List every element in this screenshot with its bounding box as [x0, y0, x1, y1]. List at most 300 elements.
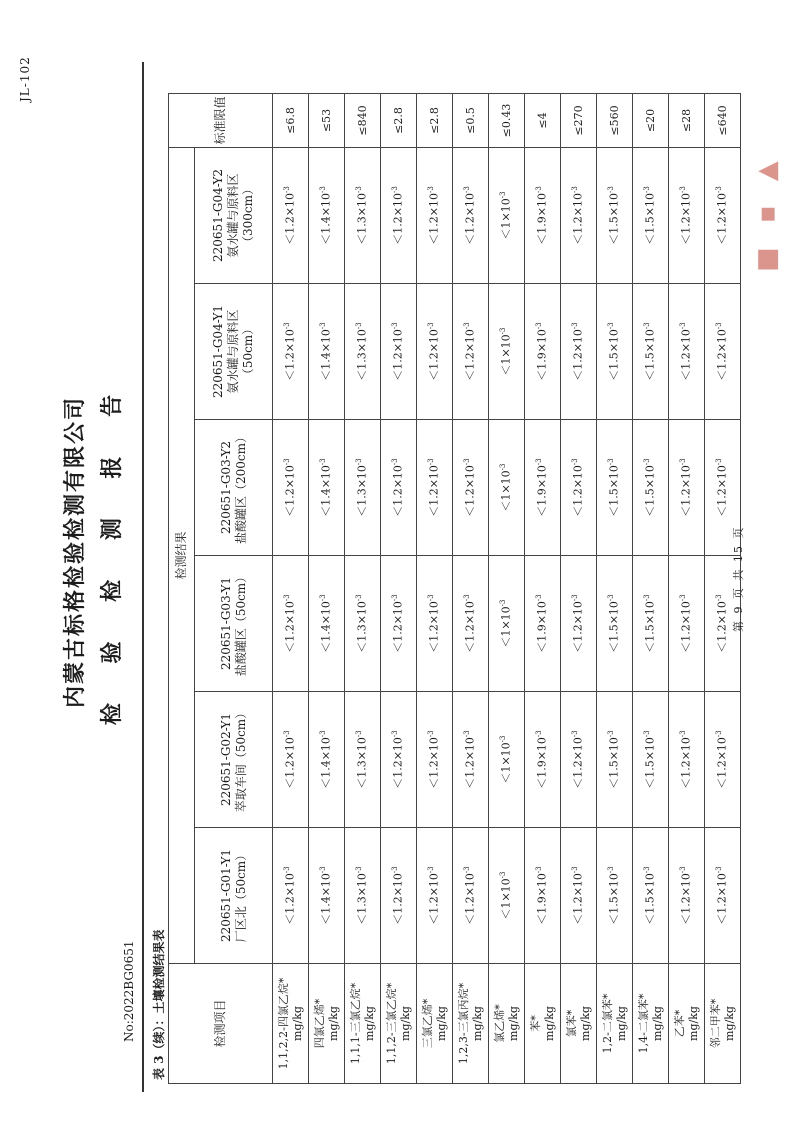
- result-cell: [633, 828, 669, 964]
- result-cell: [633, 692, 669, 828]
- result-cell: [525, 147, 561, 283]
- result-cell: [273, 556, 309, 692]
- result-value: ＜1.2×10: [283, 873, 297, 925]
- test-item-name: 氯乙烯*: [492, 1004, 506, 1043]
- result-exponent: -3: [535, 322, 544, 330]
- result-exponent: -3: [319, 866, 328, 874]
- result-exponent: -3: [499, 191, 508, 199]
- table-row: [597, 93, 633, 1083]
- result-exponent: -3: [355, 458, 364, 466]
- test-item-unit: mg/kg: [578, 1006, 592, 1041]
- result-exponent: -3: [715, 594, 724, 602]
- test-item-cell: [705, 964, 741, 1084]
- test-item-name: 1,1,1-三氯乙烷*: [348, 982, 362, 1065]
- sample-header: [195, 556, 273, 692]
- result-value: ＜1.2×10: [391, 601, 405, 653]
- result-value: ＜1.5×10: [643, 873, 657, 925]
- result-exponent: -3: [643, 322, 652, 330]
- result-exponent: -3: [571, 322, 580, 330]
- result-value: ＜1.2×10: [463, 329, 477, 381]
- result-exponent: -3: [427, 322, 436, 330]
- table-row: [489, 93, 525, 1083]
- result-exponent: -3: [643, 866, 652, 874]
- page-number: 第 9 页 共 15 页: [732, 525, 745, 632]
- table-body: [273, 93, 741, 1083]
- result-cell: [381, 284, 417, 420]
- result-exponent: -3: [283, 186, 292, 194]
- test-item-cell: [273, 964, 309, 1084]
- result-exponent: -3: [535, 594, 544, 602]
- result-cell: [669, 692, 705, 828]
- result-cell: [453, 828, 489, 964]
- limit-cell: ≤0.43: [489, 93, 525, 147]
- result-exponent: -3: [571, 730, 580, 738]
- result-value: ＜1.2×10: [679, 737, 693, 789]
- result-cell: [309, 284, 345, 420]
- result-cell: [381, 147, 417, 283]
- result-cell: [273, 147, 309, 283]
- result-cell: [273, 828, 309, 964]
- result-exponent: -3: [319, 730, 328, 738]
- result-exponent: -3: [391, 458, 400, 466]
- result-value: ＜1.2×10: [571, 601, 585, 653]
- result-exponent: -3: [535, 866, 544, 874]
- limit-cell: ≤2.8: [417, 93, 453, 147]
- result-value: ＜1.2×10: [679, 193, 693, 245]
- result-cell: [309, 828, 345, 964]
- result-cell: [705, 284, 741, 420]
- result-cell: [381, 556, 417, 692]
- result-value: ＜1×10: [499, 334, 513, 376]
- result-exponent: -3: [715, 458, 724, 466]
- result-value: ＜1.4×10: [319, 601, 333, 653]
- result-value: ＜1.3×10: [355, 873, 369, 925]
- result-cell: [705, 147, 741, 283]
- limit-cell: ≤0.5: [453, 93, 489, 147]
- table-row: [525, 93, 561, 1083]
- company-name: 内蒙古标格检验检测有限公司: [62, 396, 88, 709]
- result-cell: [705, 828, 741, 964]
- result-value: ＜1×10: [499, 606, 513, 648]
- result-cell: [525, 420, 561, 556]
- result-exponent: -3: [607, 866, 616, 874]
- result-exponent: -3: [283, 730, 292, 738]
- result-exponent: -3: [463, 322, 472, 330]
- limit-cell: ≤640: [705, 93, 741, 147]
- result-cell: [597, 284, 633, 420]
- result-cell: [561, 147, 597, 283]
- sample-location: 氨水罐与原料区（300cm）: [226, 173, 255, 258]
- test-item-unit: mg/kg: [614, 1006, 628, 1041]
- table-row: [669, 93, 705, 1083]
- result-cell: [345, 284, 381, 420]
- result-exponent: -3: [535, 458, 544, 466]
- result-exponent: -3: [391, 322, 400, 330]
- result-value: ＜1.2×10: [283, 601, 297, 653]
- result-exponent: -3: [571, 594, 580, 602]
- test-item-cell: [561, 964, 597, 1084]
- result-value: ＜1.5×10: [643, 601, 657, 653]
- result-value: ＜1.2×10: [283, 737, 297, 789]
- result-exponent: -3: [679, 458, 688, 466]
- result-exponent: -3: [499, 599, 508, 607]
- result-cell: [489, 420, 525, 556]
- result-cell: [417, 828, 453, 964]
- result-cell: [489, 147, 525, 283]
- result-value: ＜1.3×10: [355, 601, 369, 653]
- result-exponent: -3: [643, 458, 652, 466]
- test-item-unit: mg/kg: [290, 1006, 304, 1041]
- sample-id: 220651-G03-Y2: [218, 441, 233, 535]
- result-value: ＜1.2×10: [715, 601, 729, 653]
- result-cell: [525, 828, 561, 964]
- result-exponent: -3: [499, 735, 508, 743]
- test-item-name: 氯苯*: [564, 1009, 578, 1038]
- test-item-cell: [417, 964, 453, 1084]
- result-cell: [417, 284, 453, 420]
- test-item-unit: mg/kg: [722, 1006, 736, 1041]
- result-exponent: -3: [283, 866, 292, 874]
- result-exponent: -3: [319, 594, 328, 602]
- result-value: ＜1.5×10: [607, 329, 621, 381]
- header-rule: [142, 62, 144, 1092]
- result-value: ＜1.5×10: [643, 193, 657, 245]
- result-value: ＜1.2×10: [427, 873, 441, 925]
- result-cell: [597, 692, 633, 828]
- result-exponent: -3: [463, 186, 472, 194]
- table-row: [633, 93, 669, 1083]
- result-cell: [345, 420, 381, 556]
- result-cell: [669, 147, 705, 283]
- result-cell: [273, 284, 309, 420]
- table-row: [381, 93, 417, 1083]
- red-seal-stamp: ■ ▪ ▲: [752, 153, 782, 272]
- result-value: ＜1.2×10: [391, 873, 405, 925]
- result-value: ＜1.2×10: [715, 329, 729, 381]
- result-exponent: -3: [463, 458, 472, 466]
- result-value: ＜1.2×10: [391, 329, 405, 381]
- test-item-name: 1,4-二氯苯*: [636, 993, 650, 1054]
- sample-id: 220651-G03-Y1: [218, 577, 233, 671]
- result-value: ＜1.2×10: [679, 873, 693, 925]
- result-exponent: -3: [355, 186, 364, 194]
- result-cell: [597, 828, 633, 964]
- test-item-cell: [669, 964, 705, 1084]
- result-value: ＜1.9×10: [535, 737, 549, 789]
- result-cell: [309, 420, 345, 556]
- result-exponent: -3: [391, 866, 400, 874]
- test-item-name: 四氯乙烯*: [312, 998, 326, 1049]
- result-cell: [453, 147, 489, 283]
- result-cell: [705, 692, 741, 828]
- result-exponent: -3: [535, 186, 544, 194]
- result-exponent: -3: [679, 866, 688, 874]
- sample-id: 220651-G04-Y2: [211, 168, 225, 262]
- result-cell: [417, 420, 453, 556]
- limit-header: 标准限值: [169, 93, 273, 147]
- result-exponent: -3: [427, 594, 436, 602]
- result-exponent: -3: [283, 322, 292, 330]
- result-value: ＜1.2×10: [679, 601, 693, 653]
- result-exponent: -3: [643, 594, 652, 602]
- result-cell: [453, 284, 489, 420]
- result-exponent: -3: [715, 866, 724, 874]
- result-value: ＜1.5×10: [607, 465, 621, 517]
- result-value: ＜1.4×10: [319, 465, 333, 517]
- limit-cell: ≤840: [345, 93, 381, 147]
- result-exponent: -3: [607, 458, 616, 466]
- result-value: ＜1.5×10: [643, 465, 657, 517]
- result-exponent: -3: [715, 186, 724, 194]
- result-cell: [417, 147, 453, 283]
- test-item-name: 邻二甲苯*: [708, 998, 722, 1049]
- result-exponent: -3: [607, 186, 616, 194]
- result-exponent: -3: [391, 186, 400, 194]
- sample-location: 盐酸罐区（200cm）: [233, 431, 248, 545]
- result-cell: [381, 420, 417, 556]
- limit-cell: ≤20: [633, 93, 669, 147]
- result-value: ＜1.9×10: [535, 601, 549, 653]
- result-cell: [453, 556, 489, 692]
- result-cell: [309, 556, 345, 692]
- test-item-cell: [309, 964, 345, 1084]
- result-exponent: -3: [607, 322, 616, 330]
- result-exponent: -3: [355, 866, 364, 874]
- result-cell: [669, 420, 705, 556]
- result-value: ＜1.9×10: [535, 873, 549, 925]
- result-cell: [561, 692, 597, 828]
- soil-results-table: [168, 93, 741, 1084]
- sample-header: [195, 284, 273, 420]
- result-value: ＜1.5×10: [643, 329, 657, 381]
- result-value: ＜1.9×10: [535, 193, 549, 245]
- test-item-unit: mg/kg: [470, 1006, 484, 1041]
- sample-id: 220651-G02-Y1: [218, 713, 233, 807]
- sample-header: [195, 692, 273, 828]
- result-value: ＜1.2×10: [463, 193, 477, 245]
- result-exponent: -3: [391, 594, 400, 602]
- document-code: JL-102: [18, 56, 32, 102]
- test-item-name: 1,1,2,2-四氯乙烷*: [276, 977, 290, 1070]
- result-cell: [273, 420, 309, 556]
- test-item-unit: mg/kg: [542, 1006, 556, 1041]
- limit-cell: ≤6.8: [273, 93, 309, 147]
- result-cell: [633, 420, 669, 556]
- limit-cell: ≤4: [525, 93, 561, 147]
- result-value: ＜1.2×10: [427, 737, 441, 789]
- result-value: ＜1.3×10: [355, 737, 369, 789]
- result-exponent: -3: [463, 730, 472, 738]
- result-cell: [525, 556, 561, 692]
- result-value: ＜1.3×10: [355, 329, 369, 381]
- test-item-name: 1,2-二氯苯*: [600, 993, 614, 1054]
- result-value: ＜1×10: [499, 742, 513, 784]
- result-exponent: -3: [427, 866, 436, 874]
- result-cell: [669, 828, 705, 964]
- test-item-cell: [453, 964, 489, 1084]
- result-value: ＜1.2×10: [283, 329, 297, 381]
- sample-id: 220651-G04-Y1: [211, 305, 225, 399]
- result-cell: [597, 556, 633, 692]
- result-exponent: -3: [607, 594, 616, 602]
- result-cell: [453, 420, 489, 556]
- result-exponent: -3: [319, 186, 328, 194]
- result-value: ＜1.2×10: [283, 193, 297, 245]
- test-item-cell: [489, 964, 525, 1084]
- result-value: ＜1.4×10: [319, 873, 333, 925]
- table-row: [561, 93, 597, 1083]
- result-exponent: -3: [499, 463, 508, 471]
- result-value: ＜1.9×10: [535, 465, 549, 517]
- table-row: [453, 93, 489, 1083]
- result-value: ＜1.2×10: [715, 465, 729, 517]
- result-cell: [561, 556, 597, 692]
- result-value: ＜1.9×10: [535, 329, 549, 381]
- result-value: ＜1.2×10: [427, 465, 441, 517]
- result-exponent: -3: [679, 186, 688, 194]
- result-exponent: -3: [427, 186, 436, 194]
- test-item-unit: mg/kg: [434, 1006, 448, 1041]
- result-cell: [345, 556, 381, 692]
- result-cell: [633, 556, 669, 692]
- sample-location: 氨水罐与原料区（50cm）: [226, 309, 255, 394]
- result-value: ＜1.2×10: [715, 873, 729, 925]
- result-cell: [345, 692, 381, 828]
- result-exponent: -3: [355, 322, 364, 330]
- result-exponent: -3: [535, 730, 544, 738]
- result-cell: [273, 692, 309, 828]
- result-value: ＜1×10: [499, 198, 513, 240]
- sample-location: 厂区北（50cm）: [233, 848, 248, 943]
- sample-location: 盐酸罐区（50cm）: [233, 570, 248, 677]
- result-cell: [489, 556, 525, 692]
- result-cell: [561, 284, 597, 420]
- result-cell: [309, 692, 345, 828]
- result-cell: [417, 556, 453, 692]
- result-cell: [525, 692, 561, 828]
- result-value: ＜1.2×10: [571, 193, 585, 245]
- result-exponent: -3: [499, 871, 508, 879]
- result-exponent: -3: [427, 730, 436, 738]
- result-value: ＜1.2×10: [571, 737, 585, 789]
- sample-header: [195, 420, 273, 556]
- limit-cell: ≤2.8: [381, 93, 417, 147]
- result-cell: [489, 828, 525, 964]
- result-value: ＜1.2×10: [283, 465, 297, 517]
- limit-cell: ≤28: [669, 93, 705, 147]
- result-value: ＜1.2×10: [679, 329, 693, 381]
- result-value: ＜1.2×10: [463, 601, 477, 653]
- test-item-name: 苯*: [528, 1015, 542, 1032]
- result-value: ＜1.2×10: [427, 329, 441, 381]
- result-value: ＜1.2×10: [679, 465, 693, 517]
- result-exponent: -3: [715, 730, 724, 738]
- result-cell: [345, 828, 381, 964]
- result-exponent: -3: [463, 866, 472, 874]
- result-value: ＜1.3×10: [355, 193, 369, 245]
- test-item-cell: [345, 964, 381, 1084]
- result-cell: [309, 147, 345, 283]
- result-value: ＜1.5×10: [607, 873, 621, 925]
- result-value: ＜1×10: [499, 470, 513, 512]
- table-row: [273, 93, 309, 1083]
- test-item-unit: mg/kg: [362, 1006, 376, 1041]
- test-item-cell: [597, 964, 633, 1084]
- result-exponent: -3: [679, 594, 688, 602]
- result-value: ＜1.2×10: [427, 193, 441, 245]
- test-item-name: 三氯乙烯*: [420, 998, 434, 1049]
- test-item-unit: mg/kg: [686, 1006, 700, 1041]
- result-exponent: -3: [319, 322, 328, 330]
- result-exponent: -3: [715, 322, 724, 330]
- table-row: [309, 93, 345, 1083]
- result-value: ＜1×10: [499, 878, 513, 920]
- test-item-name: 乙苯*: [672, 1009, 686, 1038]
- sample-location: 萃取车间（50cm）: [233, 706, 248, 813]
- result-value: ＜1.2×10: [463, 465, 477, 517]
- result-exponent: -3: [571, 186, 580, 194]
- result-exponent: -3: [679, 322, 688, 330]
- result-exponent: -3: [571, 866, 580, 874]
- result-cell: [489, 692, 525, 828]
- result-cell: [597, 420, 633, 556]
- sample-id: 220651-G01-Y1: [218, 849, 233, 943]
- result-exponent: -3: [607, 730, 616, 738]
- result-value: ＜1.2×10: [715, 193, 729, 245]
- result-cell: [525, 284, 561, 420]
- result-exponent: -3: [355, 594, 364, 602]
- test-item-unit: mg/kg: [326, 1006, 340, 1041]
- result-cell: [489, 284, 525, 420]
- result-value: ＜1.4×10: [319, 737, 333, 789]
- result-cell: [633, 147, 669, 283]
- result-cell: [669, 556, 705, 692]
- test-item-unit: mg/kg: [650, 1006, 664, 1041]
- test-item-cell: [381, 964, 417, 1084]
- result-value: ＜1.2×10: [391, 193, 405, 245]
- result-value: ＜1.5×10: [607, 601, 621, 653]
- test-item-name: 1,2,3-三氯丙烷*: [456, 982, 470, 1065]
- result-exponent: -3: [355, 730, 364, 738]
- result-exponent: -3: [463, 594, 472, 602]
- results-table-wrap: [168, 94, 741, 1084]
- result-cell: [597, 147, 633, 283]
- results-header: 检测结果: [169, 147, 195, 963]
- table-row: [345, 93, 381, 1083]
- limit-cell: ≤53: [309, 93, 345, 147]
- test-item-cell: [525, 964, 561, 1084]
- result-cell: [381, 828, 417, 964]
- result-exponent: -3: [427, 458, 436, 466]
- result-value: ＜1.5×10: [607, 193, 621, 245]
- result-exponent: -3: [571, 458, 580, 466]
- test-item-unit: mg/kg: [398, 1006, 412, 1041]
- table-caption: 表 3（续）：土壤检测结果表: [152, 929, 166, 1080]
- result-exponent: -3: [643, 186, 652, 194]
- result-exponent: -3: [679, 730, 688, 738]
- result-value: ＜1.2×10: [427, 601, 441, 653]
- result-exponent: -3: [283, 594, 292, 602]
- result-value: ＜1.2×10: [571, 465, 585, 517]
- result-value: ＜1.5×10: [607, 737, 621, 789]
- sample-header-row: [195, 93, 273, 1083]
- result-cell: [669, 284, 705, 420]
- limit-cell: ≤270: [561, 93, 597, 147]
- result-exponent: -3: [283, 458, 292, 466]
- result-cell: [345, 147, 381, 283]
- result-cell: [453, 692, 489, 828]
- result-cell: [561, 420, 597, 556]
